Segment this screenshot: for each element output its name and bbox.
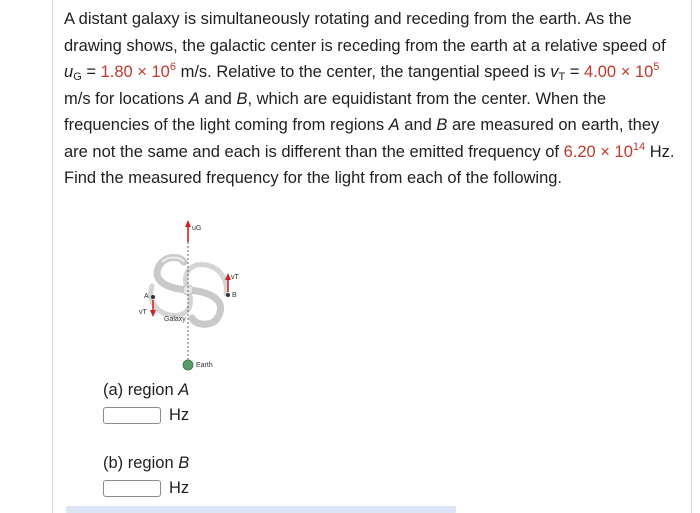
part-b-unit: Hz (169, 479, 190, 497)
problem-statement (64, 6, 676, 192)
problem-text-2: m/s. Relative to the center, the tangential speed is (175, 63, 551, 81)
vt-value (584, 63, 659, 81)
vt-subscript: T (558, 71, 566, 83)
part-b-label (103, 454, 189, 473)
part-a-label (103, 381, 189, 400)
part-a-unit: Hz (169, 406, 190, 424)
galaxy-diagram-svg (130, 218, 270, 378)
vt-label-left: vT (139, 309, 147, 316)
ug-label: uG (192, 225, 202, 232)
f-mantissa: 6.20 (563, 142, 596, 161)
part-a-answer-input[interactable] (103, 407, 161, 424)
vt-arrow-a-head (150, 310, 156, 317)
frequency-value (563, 140, 646, 161)
vt-label-top: vT (231, 274, 239, 281)
region-a-label: A (144, 293, 149, 300)
bottom-scroll-bar[interactable] (66, 506, 456, 513)
part-b-prefix: (b) region (103, 454, 179, 472)
region-a-dot (151, 295, 155, 299)
equals-sign: = (565, 63, 584, 81)
part-b-answer-input[interactable] (103, 480, 161, 497)
equals-sign: = (81, 63, 101, 81)
ug-subscript: G (73, 71, 82, 83)
vt-mantissa: 4.00 (584, 63, 617, 81)
ten-base: 10 (151, 63, 170, 81)
ug-mantissa: 1.80 (100, 63, 133, 81)
ug-symbol: u (64, 63, 74, 81)
ten-base: 10 (614, 142, 633, 161)
vt-symbol: v (550, 63, 559, 81)
vt-exponent: 5 (653, 61, 660, 73)
problem-text-4: , which are equidistant from the center. When the frequencies of the light coming from regions (64, 89, 607, 134)
and-word: and (399, 116, 437, 134)
region-b-ref: B (236, 89, 248, 108)
galaxy-label: Galaxy (164, 316, 186, 323)
region-b-ref: B (436, 116, 448, 134)
earth-icon (183, 360, 193, 370)
earth-label: Earth (196, 362, 213, 369)
region-b-dot (226, 293, 230, 297)
part-a-prefix: (a) region (103, 381, 179, 399)
problem-text-5: are measured on earth, they are not the same and each is different than the emitted frequency of (64, 116, 660, 161)
region-a-ref: A (188, 89, 200, 108)
f-exponent: 14 (632, 140, 646, 153)
ug-exponent: 6 (169, 61, 176, 73)
ug-arrow-head (185, 220, 191, 227)
times-sign: × (595, 142, 615, 161)
region-a-ref: A (388, 116, 400, 134)
part-b-region: B (178, 454, 190, 472)
part-a-region: A (178, 381, 190, 399)
part-b-answer-row (103, 479, 189, 498)
times-sign: × (132, 63, 152, 81)
ug-value (101, 63, 176, 81)
problem-text-3: m/s for locations (64, 89, 189, 108)
part-a-answer-row (103, 406, 189, 425)
region-b-label: B (232, 292, 237, 299)
and-word: and (199, 89, 237, 108)
times-sign: × (616, 63, 635, 81)
problem-text-1: A distant galaxy is simultaneously rotating and receding from the earth. As the drawing shows, the galactic center is receding from the earth at a relative speed of (64, 10, 666, 55)
galaxy-diagram (130, 218, 270, 378)
ten-base: 10 (634, 63, 654, 81)
problem-text-6: Hz. Find the measured frequency for the light from each of the following. (64, 142, 675, 187)
galaxy-spiral (151, 258, 227, 325)
